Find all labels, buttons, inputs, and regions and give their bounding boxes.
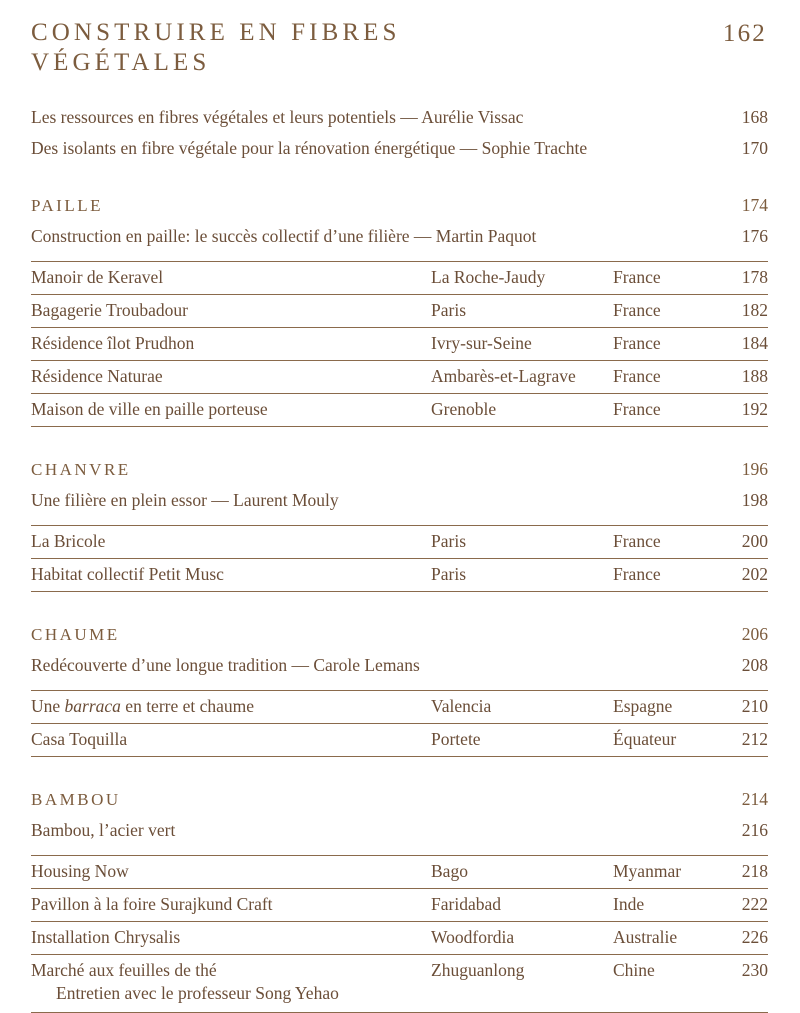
works-table <box>31 855 768 1013</box>
intro-entry-page: 170 <box>741 138 768 158</box>
work-country: France <box>613 295 728 328</box>
table-row[interactable] <box>31 361 768 394</box>
work-title: Résidence îlot Prudhon <box>31 328 431 361</box>
intro-entry-page: 168 <box>741 107 768 127</box>
section-subtitle-row[interactable] <box>31 221 768 252</box>
list-item[interactable] <box>31 102 768 133</box>
list-item[interactable] <box>31 133 768 164</box>
table-row[interactable] <box>31 295 768 328</box>
work-city: Ambarès-et-Lagrave <box>431 361 613 394</box>
section-title: PAILLE <box>31 196 103 215</box>
intro-entry-title: Des isolants en fibre végétale pour la rénovation énergétique — Sophie Trachte <box>31 138 588 158</box>
work-title-main: Marché aux feuilles de thé <box>31 960 217 980</box>
section-title: CHANVRE <box>31 460 131 479</box>
section-paille <box>31 192 768 427</box>
work-country: France <box>613 361 728 394</box>
works-table <box>31 525 768 592</box>
work-page: 210 <box>728 691 768 724</box>
works-table <box>31 690 768 757</box>
work-title: Habitat collectif Petit Musc <box>31 559 431 592</box>
section-bambou <box>31 786 768 1013</box>
work-country: Myanmar <box>613 856 728 889</box>
work-city: Bago <box>431 856 613 889</box>
work-city: Grenoble <box>431 394 613 427</box>
table-row[interactable] <box>31 955 768 1013</box>
work-title: Casa Toquilla <box>31 724 431 757</box>
masthead <box>31 0 768 78</box>
work-title-subline: Entretien avec le professeur Song Yehao <box>56 983 339 1003</box>
section-subtitle-row[interactable] <box>31 815 768 846</box>
section-subtitle-page: 216 <box>741 820 768 840</box>
work-title: Résidence Naturae <box>31 361 431 394</box>
section-header[interactable] <box>31 621 768 648</box>
work-title: Housing Now <box>31 856 431 889</box>
section-subtitle: Bambou, l’acier vert <box>31 820 176 840</box>
works-table <box>31 261 768 427</box>
work-country: Équateur <box>613 724 728 757</box>
table-row[interactable] <box>31 394 768 427</box>
work-city: Paris <box>431 526 613 559</box>
work-page: 200 <box>728 526 768 559</box>
work-page: 212 <box>728 724 768 757</box>
section-subtitle-page: 176 <box>741 226 768 246</box>
work-city: La Roche-Jaudy <box>431 262 613 295</box>
section-page: 196 <box>741 459 768 479</box>
section-header[interactable] <box>31 786 768 813</box>
work-title: Bagagerie Troubadour <box>31 295 431 328</box>
work-city: Ivry-sur-Seine <box>431 328 613 361</box>
work-title-pre: Une <box>31 696 65 716</box>
work-country: France <box>613 559 728 592</box>
section-subtitle-page: 198 <box>741 490 768 510</box>
work-title: Pavillon à la foire Surajkund Craft <box>31 889 431 922</box>
work-country: Australie <box>613 922 728 955</box>
work-city: Faridabad <box>431 889 613 922</box>
page-title: CONSTRUIRE EN FIBRES VÉGÉTALES <box>31 19 401 76</box>
section-subtitle-page: 208 <box>741 655 768 675</box>
work-country: France <box>613 328 728 361</box>
work-title <box>31 691 431 724</box>
section-page: 214 <box>741 789 768 809</box>
work-page: 184 <box>728 328 768 361</box>
work-page: 192 <box>728 394 768 427</box>
section-subtitle-row[interactable] <box>31 650 768 681</box>
work-page: 182 <box>728 295 768 328</box>
section-subtitle-row[interactable] <box>31 485 768 516</box>
section-header[interactable] <box>31 192 768 219</box>
intro-entries <box>31 102 768 164</box>
work-page: 222 <box>728 889 768 922</box>
work-country: Espagne <box>613 691 728 724</box>
work-page: 226 <box>728 922 768 955</box>
work-page: 178 <box>728 262 768 295</box>
section-subtitle: Construction en paille: le succès collectif d’une filière — Martin Paquot <box>31 226 537 246</box>
section-page: 174 <box>741 195 768 215</box>
work-page: 188 <box>728 361 768 394</box>
section-title: CHAUME <box>31 625 120 644</box>
work-title-italic: barraca <box>64 696 121 716</box>
work-title: Manoir de Keravel <box>31 262 431 295</box>
work-country: France <box>613 526 728 559</box>
work-page: 218 <box>728 856 768 889</box>
table-row[interactable] <box>31 526 768 559</box>
section-header[interactable] <box>31 456 768 483</box>
intro-entry-title: Les ressources en fibres végétales et leurs potentiels — Aurélie Vissac <box>31 107 524 127</box>
section-subtitle: Redécouverte d’une longue tradition — Carole Lemans <box>31 655 420 675</box>
table-row[interactable] <box>31 724 768 757</box>
masthead-page-number: 162 <box>722 20 767 47</box>
work-title <box>31 955 431 1013</box>
table-row[interactable] <box>31 856 768 889</box>
table-row[interactable] <box>31 559 768 592</box>
work-country: France <box>613 394 728 427</box>
work-title-post: en terre et chaume <box>120 696 255 716</box>
section-title: BAMBOU <box>31 790 121 809</box>
table-row[interactable] <box>31 262 768 295</box>
section-chanvre <box>31 456 768 592</box>
work-page: 202 <box>728 559 768 592</box>
table-row[interactable] <box>31 922 768 955</box>
work-city: Woodfordia <box>431 922 613 955</box>
work-city: Zhuguanlong <box>431 955 613 1013</box>
work-city: Paris <box>431 295 613 328</box>
work-country: Inde <box>613 889 728 922</box>
table-row[interactable] <box>31 691 768 724</box>
section-chaume <box>31 621 768 757</box>
section-subtitle: Une filière en plein essor — Laurent Mouly <box>31 490 339 510</box>
section-page: 206 <box>741 624 768 644</box>
table-row[interactable] <box>31 889 768 922</box>
work-country: France <box>613 262 728 295</box>
work-page: 230 <box>728 955 768 1013</box>
table-row[interactable] <box>31 328 768 361</box>
work-country: Chine <box>613 955 728 1013</box>
work-title: Maison de ville en paille porteuse <box>31 394 431 427</box>
work-city: Paris <box>431 559 613 592</box>
work-city: Valencia <box>431 691 613 724</box>
work-title: La Bricole <box>31 526 431 559</box>
work-title: Installation Chrysalis <box>31 922 431 955</box>
work-city: Portete <box>431 724 613 757</box>
